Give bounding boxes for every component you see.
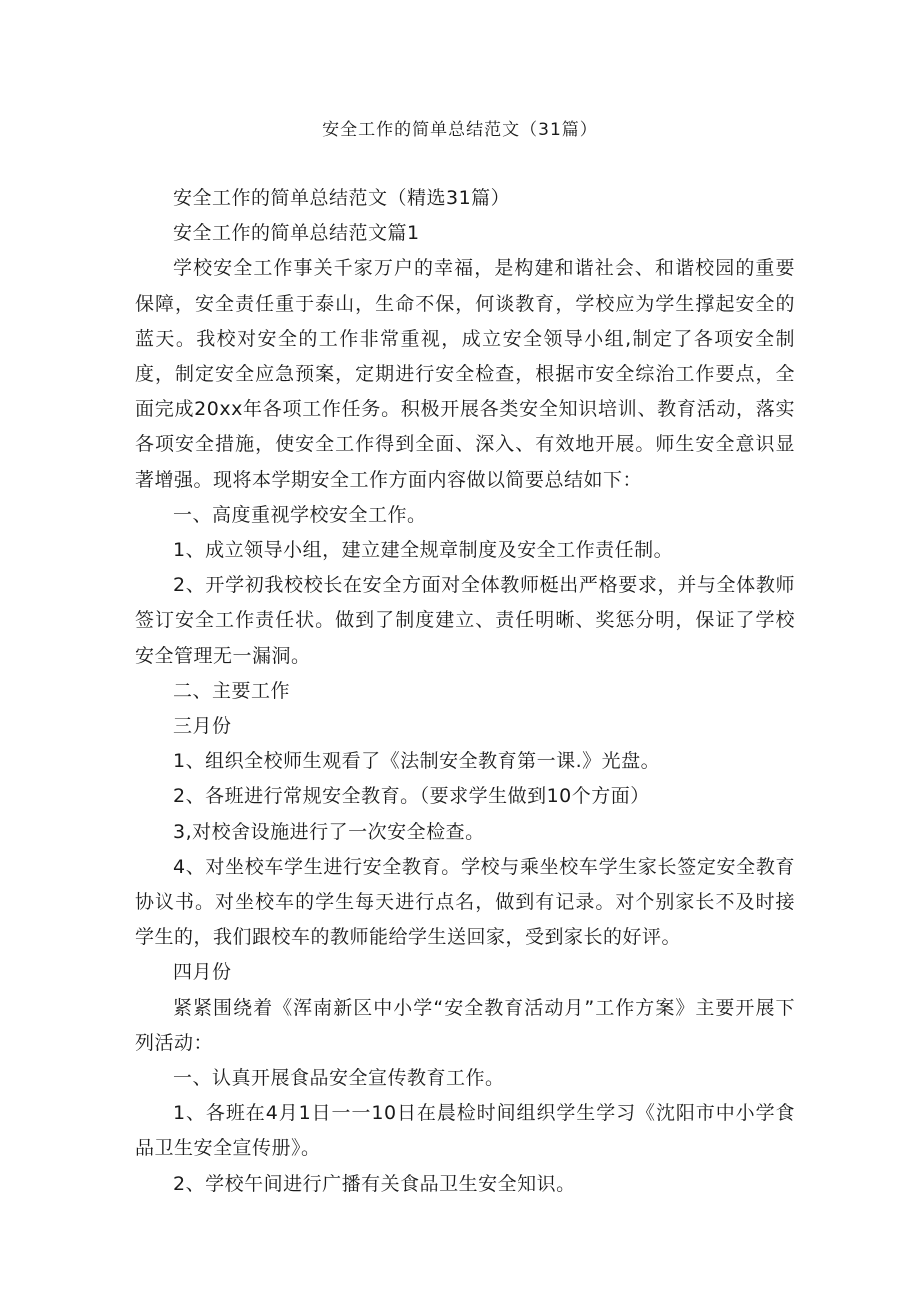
paragraph-item: 1、成立领导小组，建立建全规章制度及安全工作责任制。 [173,539,674,562]
paragraph-heading-1: 一、高度重视学校安全工作。 [173,503,427,526]
paragraph-heading-2: 二、主要工作 [173,679,291,702]
paragraph-intro: 学校安全工作事关千家万户的幸福，是构建和谐社会、和谐校园的重要保障，安全责任重于泰山，生命不保，何谈教育，学校应为学生撑起安全的蓝天。我校对安全的工作非常重视，成立安全领导小组,制定了各项安全制度，制定安全应急预案，定期进行安全检查，根据市安全综治工作要点，全面完成20xx年各项工作任务。积极开展各类安全知识培训、教育活动，落实各项安全措施，使安全工作得到全面、深入、有效地开展。师生安全意识显著增强。现将本学期安全工作方面内容做以简要总结如下： [135,257,795,491]
paragraph-subtitle: 安全工作的简单总结范文（精选31篇） [173,187,511,209]
paragraph-item: 2、开学初我校校长在安全方面对全体教师梃出严格要求，并与全体教师签订安全工作责任状。做到了制度建立、责任明晰、奖惩分明，保证了学校安全管理无一漏洞。 [135,574,795,667]
document-title: 安全工作的简单总结范文（31篇） [322,120,598,140]
document-body [135,181,795,1202]
paragraph-item: 4、对坐校车学生进行安全教育。学校与乘坐校车学生家长签定安全教育协议书。对坐校车的学生每天进行点名，做到有记录。对个别家长不及时接学生的，我们跟校车的教师能给学生送回家，受到家长的好评。 [135,855,795,949]
paragraph-month-march: 三月份 [173,715,232,738]
paragraph-item: 1、各班在4月1日一一10日在晨检时间组织学生学习《沈阳市中小学食品卫生安全宣传册》。 [135,1102,795,1160]
paragraph-item: 3,对校舍设施进行了一次安全检查。 [173,820,485,843]
paragraph-item: 1、组织全校师生观看了《法制安全教育第一课.》光盘。 [173,750,661,773]
paragraph-item: 2、各班进行常规安全教育。（要求学生做到10个方面） [173,785,650,808]
paragraph-month-april: 四月份 [173,961,232,984]
paragraph-item: 2、学校午间进行广播有关食品卫生安全知识。 [173,1172,576,1195]
paragraph-heading-food-safety: 一、认真开展食品安全宣传教育工作。 [173,1067,505,1090]
paragraph-section-heading: 安全工作的简单总结范文篇1 [173,222,420,245]
paragraph-april-intro: 紧紧围绕着《浑南新区中小学“安全教育活动月”工作方案》主要开展下列活动： [135,996,795,1054]
